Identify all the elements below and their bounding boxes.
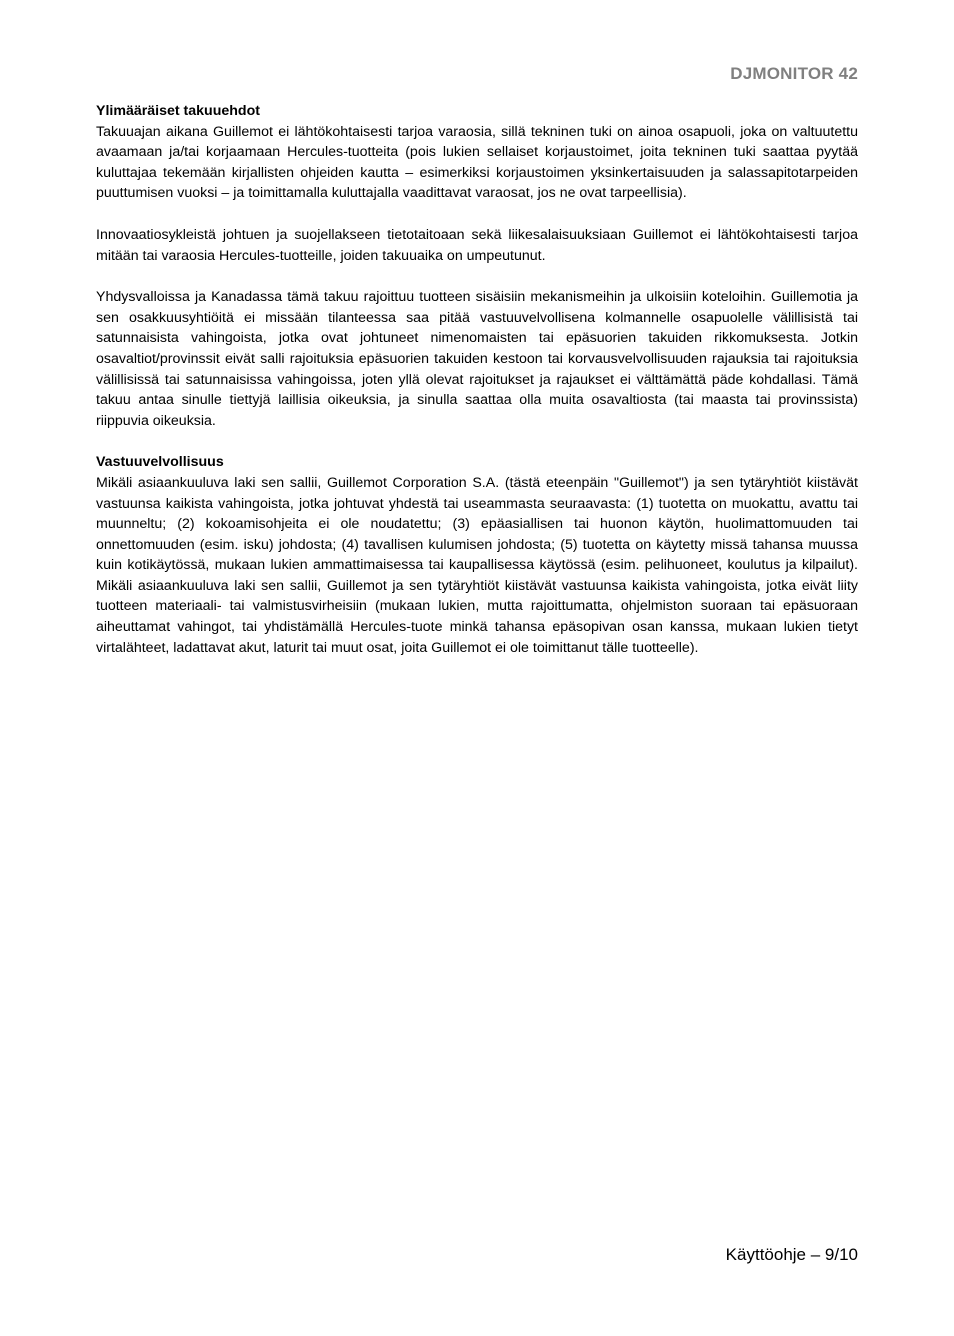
paragraph-gap: [96, 204, 858, 225]
section-heading-liability: Vastuuvelvollisuus: [96, 454, 224, 471]
paragraph-gap: [96, 266, 858, 287]
header-product-name: DJMONITOR 42: [730, 64, 858, 83]
section-heading-additional-terms: Ylimääräiset takuuehdot: [96, 103, 260, 119]
footer-page-number: Käyttöohje – 9/10: [725, 1245, 858, 1264]
paragraph-liability: Mikäli asiaankuuluva laki sen sallii, Guillemot Corporation S.A. (tästä eteenpäin "Guillemot") ja sen tytäryhtiöt kiistävät vastuunsa kaikista vahingoista, jotka johtuvat yhdestä tai useammasta seuraavasta: (1) tuotetta on muokattu, avattu tai muunneltu; (2) kokoamisohjeita ei ole noudatettu; (3) epäasiallisen tai huonon käytön, huolimattomuuden tai onnettomuuden (esim. isku) johdosta; (4) tavallisen kulumisen johdosta; (5) tuotetta on käytetty missä tahansa muussa kuin kotikäytössä, mukaan lukien ammattimaisessa tai kaupallisessa käytössä (esim. pelihuoneet, koulutus ja kilpailut). Mikäli asiaankuuluva laki sen sallii, Guillemot ja sen tytäryhtiöt kiistävät vastuunsa kaikista vahingoista, jotka eivät liity tuotteen materiaali- tai valmistusvirheisiin (mukaan lukien, mutta rajoittumatta, ohjelmiston suoraan tai epäsuoraan aiheuttamat vahingot, tai yhdistämällä Hercules-tuote minkä tahansa epäsopivan osan kanssa, mukaan lukien tietyt virtalähteet, ladattavat akut, laturit tai muut osat, joita Guillemot ei ole toimittanut tälle tuotteelle).: [96, 474, 858, 656]
paragraph-gap: [96, 431, 858, 452]
paragraph-usa-canada: Yhdysvalloissa ja Kanadassa tämä takuu rajoittuu tuotteen sisäisiin mekanismeihin ja ulkoisiin koteloihin. Guillemotia ja sen osakkuusyhtiöitä ei missään tilanteessa saa pitää vastuuvelvollisena kolmannelle osapuolelle välillisistä tai satunnaisista vahingoista, jotka ovat johtuneet nimenomaisten tai epäsuorien takuiden rikkomuksesta. Jotkin osavaltiot/provinssit eivät salli rajoituksia epäsuorien takuiden kestoon tai korvausvelvollisuuden rajauksia tai rajoituksia välillisissä tai satunnaisissa vahingoissa, joten yllä olevat rajoitukset ja rajaukset ei välttämättä päde kohdallasi. Tämä takuu antaa sinulle tiettyjä laillisia oikeuksia, ja sinulla saattaa olla muita osavaltiosta (tai maasta tai provinssista) riippuvia oikeuksia.: [96, 289, 858, 429]
paragraph-innovation: Innovaatiosykleistä johtuen ja suojellakseen tietotaitoaan sekä liikesalaisuuksiaan Guillemot ei lähtökohtaisesti tarjoa mitään tai varaosia Hercules-tuotteille, joiden takuuaika on umpeutunut.: [96, 226, 858, 264]
document-body: [96, 101, 858, 658]
paragraph-spare-parts: Takuuajan aikana Guillemot ei lähtökohtaisesti tarjoa varaosia, sillä tekninen tuki on ainoa osapuoli, joka on valtuutettu avaamaan ja/tai korjaamaan Hercules-tuotteita (pois lukien sellaiset korjaustoimet, joita tekninen tuki saattaa pyytää kuluttajaa tekemään kirjallisten ohjeiden kautta – esimerkiksi korjaustoimen yksinkertaisuuden ja salassapitotarpeiden puuttumisen vuoksi – ja toimittamalla kuluttajalla vaadittavat varaosat, jos ne ovat tarpeellisia).: [96, 123, 858, 202]
